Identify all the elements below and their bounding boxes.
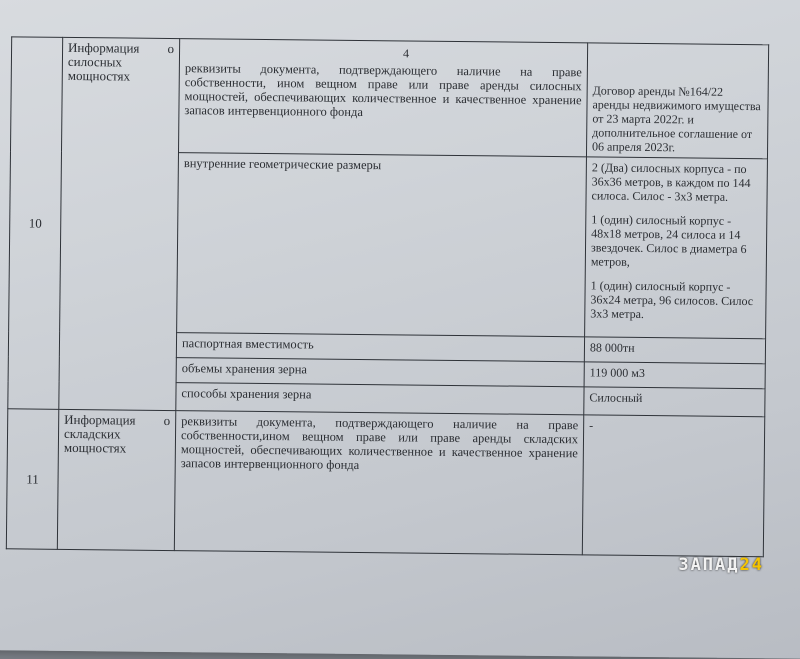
row-name-preposition: о <box>163 412 171 429</box>
item-value-line: Договор аренды №164/22 аренды недвижимого имущества от 23 марта 2022г. и дополнительное соглашение от 06 апреля 2023г. <box>592 83 761 155</box>
watermark-part1: ЗАПАД <box>678 555 740 575</box>
row-name-word: Информация <box>64 411 136 428</box>
item-value: Силосный <box>584 387 765 417</box>
item-value-line: 1 (один) силосный корпус - 36х24 метра, 96 силосов. Силос 3х3 метра. <box>590 278 754 321</box>
item-value: 88 000тн <box>584 337 765 364</box>
item-label: способы хранения зерна <box>176 383 584 415</box>
row-name-rest: силосных мощностях <box>67 53 131 84</box>
table-row <box>11 37 769 159</box>
table-row <box>6 409 764 557</box>
row-name-rest: складских мощностях <box>63 425 127 456</box>
data-table <box>6 36 769 557</box>
watermark-logo <box>678 556 764 574</box>
item-value: 119 000 м3 <box>584 362 765 389</box>
item-label: внутренние геометрические размеры <box>177 153 587 337</box>
item-value-line: 2 (Два) силосных корпуса - по 36х36 метров, в каждом по 144 силоса. Силос - 3х3 метра. <box>591 160 751 204</box>
page-number: 4 <box>402 46 410 61</box>
watermark-part2: 24 <box>739 555 764 575</box>
row-name-word: Информация <box>68 39 140 56</box>
item-value <box>586 43 768 159</box>
row-number: 11 <box>6 409 58 550</box>
item-label: паспортная вместимость <box>176 333 584 362</box>
item-value-line: 1 (один) силосный корпус - 48х18 метров, 24 силоса и 14 звездочек. Силос в диаметра 6 метров, <box>590 212 747 269</box>
item-label: объемы хранения зерна <box>176 358 584 387</box>
row-name <box>57 409 175 550</box>
item-value: - <box>582 415 764 557</box>
item-value <box>585 157 768 339</box>
row-name-preposition: о <box>167 40 175 57</box>
item-label: реквизиты документа, подтверждающего наличие на праве собственности, ином вещном праве или праве аренды силосных мощностей, обеспечивающих количественное и качественное хранение запасов интервенционного фонда <box>178 39 587 157</box>
row-number: 10 <box>8 37 63 410</box>
row-name <box>59 37 180 410</box>
item-label: реквизиты документа, подтверждающего наличие на праве собственности,ином вещном праве или праве аренды складских мощностей, обеспечивающих количественное и качественное хранение запасов интервенционного фонда <box>174 411 583 555</box>
